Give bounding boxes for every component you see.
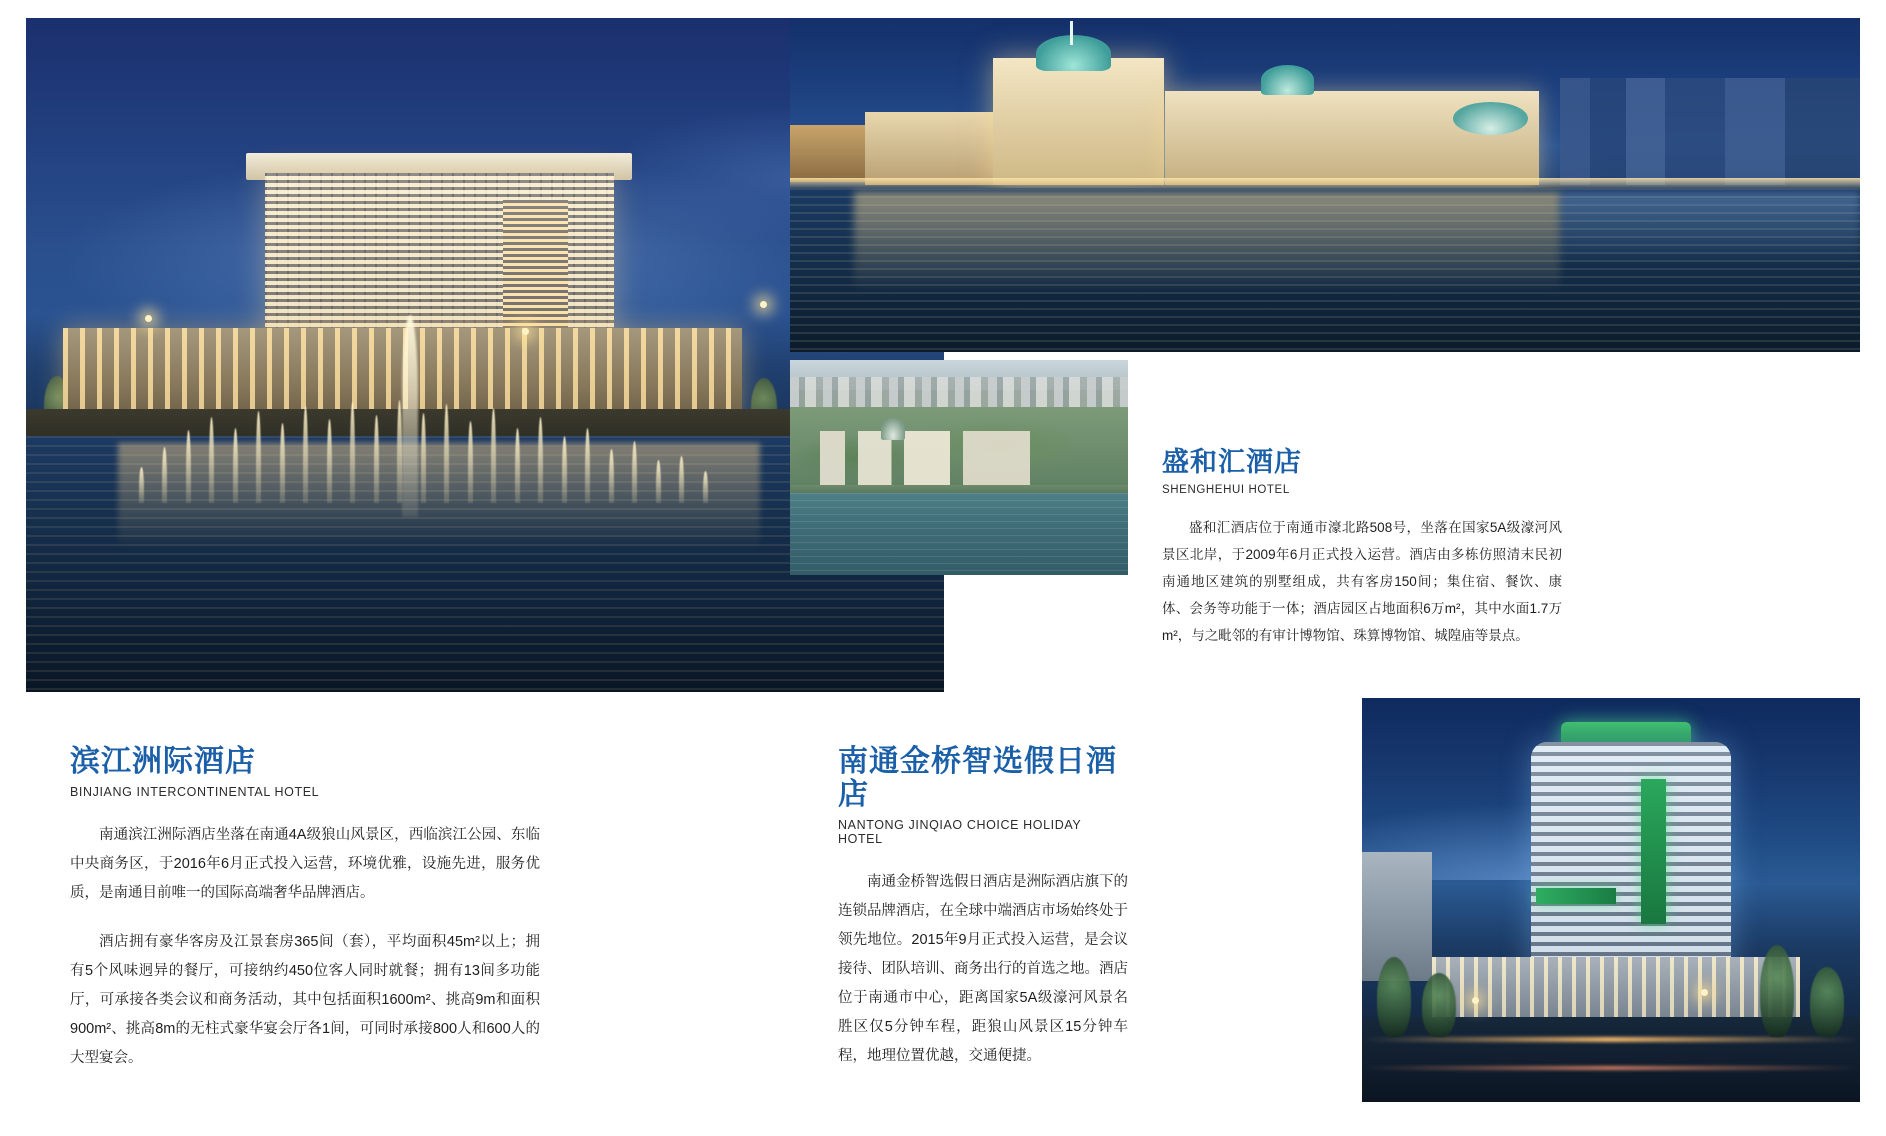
dome-main <box>1036 35 1111 72</box>
villa-cluster <box>820 431 1030 491</box>
building-reflection <box>854 192 1560 292</box>
binjiang-title-en: BINJIANG INTERCONTINENTAL HOTEL <box>70 785 320 799</box>
binjiang-text-block <box>70 745 540 1073</box>
jinqiao-title-cn: 南通金桥智选假日酒店 <box>838 745 1117 811</box>
spire <box>1070 21 1073 44</box>
light-trail <box>1362 1066 1860 1070</box>
jinqiao-title-en: NANTONG JINQIAO CHOICE HOLIDAY HOTEL <box>838 818 1082 846</box>
villa-wing-left <box>865 112 1004 185</box>
binjiang-paragraph-2: 酒店拥有豪华客房及江景套房365间（套），平均面积45m²以上；拥有5个风味迥异的餐厅，可接纳约450位客人同时就餐；拥有13间多功能厅，可承接各类会议和商务活动，其中包括面积1600m²、挑高9m和面积900m²、挑高8m的无柱式豪华宴会厅各1间，可同时承接800人和600人的大型宴会。 <box>70 934 540 1066</box>
main-villa <box>993 58 1164 185</box>
dome-icon <box>881 418 905 440</box>
street-lamp-icon <box>1472 997 1479 1004</box>
hotel-podium <box>1432 957 1801 1018</box>
fountain-jets <box>127 395 715 503</box>
shoreline-lights <box>790 178 1860 188</box>
binjiang-title-cn: 滨江洲际酒店 <box>70 745 256 778</box>
shenghehui-text-block <box>1162 448 1562 649</box>
dome-secondary <box>1261 65 1315 95</box>
street-lamp-icon <box>522 328 529 335</box>
roadside-tree <box>1377 957 1411 1037</box>
jinqiao-text-block <box>838 745 1128 1071</box>
light-trail <box>1362 1037 1860 1042</box>
shenghehui-paragraph: 盛和汇酒店位于南通市濠北路508号，坐落在国家5A级濠河风景区北岸，于2009年6月正式投入运营。酒店由多栋仿照清末民初南通地区建筑的别墅组成，共有客房150间；集住宿、餐饮、康体、会务等功能于一体；酒店园区占地面积6万m²，其中水面1.7万m²，与之毗邻的有审计博物馆、珠算博物馆、城隍庙等景点。 <box>1162 519 1562 643</box>
lake-water <box>790 493 1128 575</box>
shenghehui-night-reflection-photo <box>790 18 1860 352</box>
jinqiao-holiday-inn-express-photo <box>1362 698 1860 1102</box>
street-lamp-icon <box>145 315 152 322</box>
roadside-tree <box>1810 967 1844 1037</box>
city-skyline <box>1560 78 1860 185</box>
street-lamp-icon <box>1701 989 1708 996</box>
roadside-tree <box>1422 973 1456 1037</box>
horizontal-brand-sign <box>1536 888 1616 904</box>
binjiang-paragraph-1: 南通滨江洲际酒店坐落在南通4A级狼山风景区，西临滨江公园、东临中央商务区，于2016年6月正式投入运营，环境优雅，设施先进，服务优质，是南通目前唯一的国际高端奢华品牌酒店。 <box>70 827 540 901</box>
dome-tertiary <box>1453 102 1528 135</box>
skyline-reflection <box>1560 192 1860 265</box>
shenghehui-aerial-daytime-photo <box>790 360 1128 575</box>
roadside-tree <box>1760 945 1794 1037</box>
shenghehui-title-cn: 盛和汇酒店 <box>1162 447 1302 477</box>
jinqiao-paragraph: 南通金桥智选假日酒店是洲际酒店旗下的连锁品牌酒店，在全球中端酒店市场始终处于领先地位。2015年9月正式投入运营，是会议接待、团队培训、商务出行的首选之地。酒店位于南通市中心，距离国家5A级濠河风景名胜区仅5分钟车程，距狼山风景区15分钟车程，地理位置优越，交通便捷。 <box>838 874 1128 1064</box>
hotel-tower <box>1531 742 1730 976</box>
vertical-brand-sign <box>1641 779 1666 924</box>
shenghehui-title-en: SHENGHEHUI HOTEL <box>1162 483 1290 496</box>
